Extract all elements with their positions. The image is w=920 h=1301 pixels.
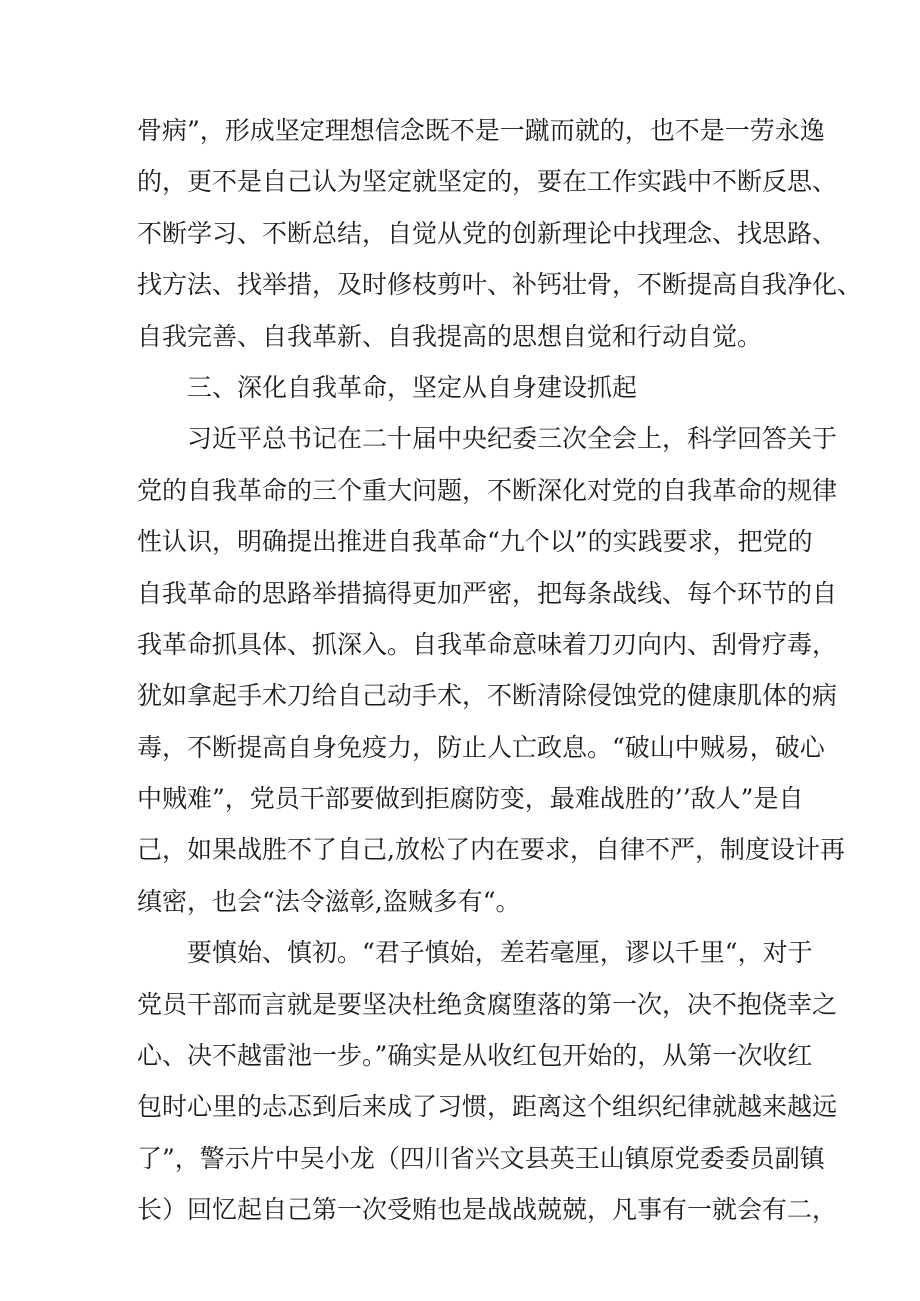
document-body bbox=[137, 105, 863, 1236]
text-line-18: 党员干部而言就是要坚决杜绝贪腐堕落的第一次，决不抱侥幸之 bbox=[137, 989, 838, 1019]
text-line-8: 党的自我革命的三个重大问题，不断深化对党的自我革命的规律 bbox=[137, 475, 838, 505]
text-line-16: 缜密，也会“法令滋彰,盗贼多有“。 bbox=[137, 886, 521, 916]
text-line-1: 骨病”，形成坚定理想信念既不是一蹴而就的，也不是一劳永逸 bbox=[137, 116, 825, 145]
text-line-15: 己，如果战胜不了自己,放松了内在要求，自律不严，制度设计再 bbox=[137, 835, 845, 865]
text-line-12: 犹如拿起手术刀给自己动手术，不断清除侵蚀党的健康肌体的病 bbox=[137, 681, 838, 711]
text-line-21: 了”，警示片中吴小龙（四川省兴文县英王山镇原党委委员副镇 bbox=[137, 1143, 825, 1173]
text-line-10: 自我革命的思路举措搞得更加严密，把每条战线、每个环节的自 bbox=[137, 578, 838, 608]
section-heading: 三、深化自我革命，坚定从自身建设抓起 bbox=[187, 372, 638, 402]
paragraph-start-1: 习近平总书记在二十届中央纪委三次全会上，科学回答关于 bbox=[187, 424, 838, 454]
paragraph-start-2: 要慎始、慎初。“君子慎始，差若毫厘，谬以千里“，对于 bbox=[187, 938, 813, 968]
text-line-14: 中贼难”，党员干部要做到拒腐防变，最难战胜的’’敌人”是自 bbox=[137, 784, 804, 814]
text-line-9: 性认识，明确提出推进自我革命“九个以”的实践要求，把党的 bbox=[137, 527, 813, 557]
text-line-3: 不断学习、不断总结，自觉从党的创新理论中找理念、找思路、 bbox=[137, 218, 838, 248]
text-line-13: 毒，不断提高自身免疫力，防止人亡政息。“破山中贼易，破心 bbox=[137, 732, 825, 762]
text-line-4: 找方法、找举措，及时修枝剪叶、补钙壮骨，不断提高自我净化、 bbox=[137, 270, 863, 300]
text-line-2: 的，更不是自己认为坚定就坚定的，要在工作实践中不断反思、 bbox=[137, 167, 838, 197]
text-line-11: 我革命抓具体、抓深入。自我革命意味着刀刃向内、刮骨疗毒， bbox=[137, 629, 838, 659]
text-line-20: 包时心里的忐忑到后来成了习惯，距离这个组织纪律就越来越远 bbox=[137, 1092, 838, 1122]
text-line-19: 心、决不越雷池一步。”确实是从收红包开始的，从第一次收红 bbox=[137, 1041, 813, 1071]
text-line-22: 长）回忆起自己第一次受贿也是战战兢兢，凡事有一就会有二， bbox=[137, 1195, 838, 1225]
text-line-5: 自我完善、自我革新、自我提高的思想自觉和行动自觉。 bbox=[137, 321, 763, 351]
